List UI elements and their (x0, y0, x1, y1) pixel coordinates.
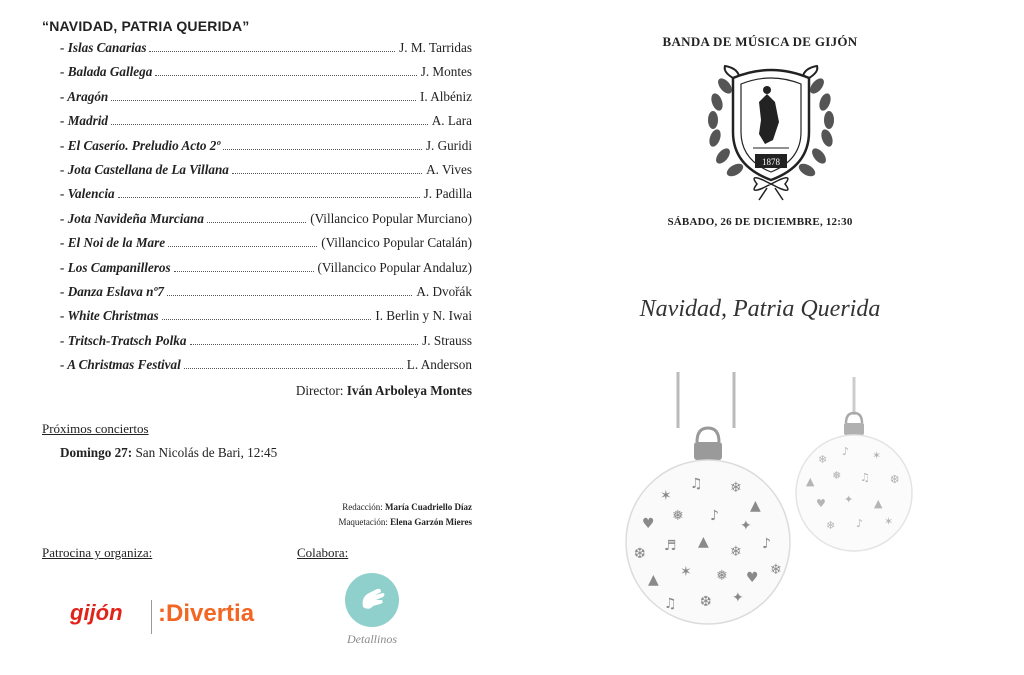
svg-text:▲: ▲ (750, 498, 761, 514)
detallinos-hand-icon (345, 573, 399, 627)
program-item (60, 235, 472, 259)
svg-text:❅: ❅ (716, 568, 728, 584)
director-line (42, 383, 472, 399)
program-item-composer: J. Montes (420, 64, 472, 80)
concert-date: SÁBADO, 26 DE DICIEMBRE, 12:30 (667, 216, 853, 228)
svg-text:✶: ✶ (884, 515, 894, 528)
svg-text:♪: ♪ (710, 508, 719, 524)
svg-text:♪: ♪ (842, 445, 850, 458)
dot-leader (149, 51, 395, 52)
program-item-composer: (Villancico Popular Catalán) (321, 235, 472, 251)
dot-leader (174, 271, 314, 272)
svg-text:❄: ❄ (818, 453, 828, 466)
dot-leader (168, 246, 317, 247)
program-item (60, 138, 472, 162)
program-item (60, 284, 472, 308)
program-item-composer: J. Padilla (423, 186, 472, 202)
dot-leader (155, 75, 416, 76)
program-item-title: - Islas Canarias (60, 40, 147, 55)
program-item-composer: (Villancico Popular Murciano) (310, 210, 472, 226)
svg-text:▲: ▲ (698, 534, 709, 550)
program-item-composer: (Villancico Popular Andaluz) (317, 259, 472, 275)
program-item-title: - A Christmas Festival (60, 357, 181, 373)
director-name: Iván Arboleya Montes (346, 383, 472, 399)
dot-leader (118, 197, 420, 198)
svg-text:❅: ❅ (832, 469, 842, 482)
christmas-ornament-small (790, 375, 920, 555)
svg-text:❅: ❅ (672, 508, 684, 524)
colabora-label: Colabora: (297, 545, 349, 560)
program-item-composer: A. Dvořák (416, 283, 472, 299)
dot-leader (162, 319, 372, 320)
credits (42, 500, 472, 530)
program-item (60, 113, 472, 137)
program-item-title: - Jota Navideña Murciana (60, 210, 204, 226)
upcoming-concerts-label: Próximos conciertos (42, 421, 149, 437)
svg-text:✶: ✶ (660, 488, 672, 504)
program-item-composer: J. Strauss (422, 332, 472, 348)
svg-text:♥: ♥ (816, 497, 826, 510)
svg-text:❆: ❆ (634, 546, 646, 562)
svg-text:❄: ❄ (770, 562, 782, 578)
dot-leader (207, 222, 306, 223)
concert-title: Navidad, Patria Querida (639, 296, 881, 322)
dot-leader (190, 344, 419, 345)
christmas-ornament-large (620, 370, 800, 630)
program-item-composer: I. Albéniz (419, 88, 472, 104)
program-item-composer: L. Anderson (406, 357, 472, 373)
svg-text:♪: ♪ (762, 536, 771, 552)
program-item-title: - Los Campanilleros (60, 259, 171, 275)
program-item-composer: I. Berlin y N. Iwai (375, 308, 472, 324)
program-item-title: - Madrid (60, 113, 108, 129)
program-item-title: - Danza Eslava nº7 (60, 283, 164, 299)
credit-maquetacion-label: Maquetación: (338, 517, 391, 527)
credit-redaccion-label: Redacción: (342, 502, 385, 512)
program-item-composer: A. Lara (431, 113, 472, 129)
svg-text:♥: ♥ (746, 570, 759, 586)
dot-leader (232, 173, 422, 174)
svg-text:✶: ✶ (872, 449, 882, 462)
program-item (60, 333, 472, 357)
program-item (60, 211, 472, 235)
svg-text:▲: ▲ (806, 475, 815, 488)
upcoming-concert (60, 445, 472, 461)
program-list (42, 40, 472, 381)
credit-redaccion (42, 500, 472, 515)
program-item-title: - Valencia (60, 186, 115, 202)
svg-text:♥: ♥ (642, 516, 655, 532)
detallinos-logo-text: Detallinos (347, 632, 397, 646)
program-panel (42, 14, 472, 527)
svg-text:❄: ❄ (826, 519, 836, 532)
svg-text:✦: ✦ (844, 493, 854, 506)
dot-leader (184, 368, 403, 369)
svg-text:❄: ❄ (730, 544, 742, 560)
program-item-title: - El Caserío. Preludio Acto 2º (60, 137, 221, 153)
director-label: Director: (295, 383, 347, 399)
dot-leader (111, 124, 428, 125)
credit-maquetacion (42, 515, 472, 530)
logo-separator (151, 600, 152, 634)
patrocina-label: Patrocina y organiza: (42, 545, 153, 560)
program-item (60, 260, 472, 284)
dot-leader (223, 149, 422, 150)
program-heading: “NAVIDAD, PATRIA QUERIDA” (42, 18, 250, 34)
program-item-composer: J. M. Tarridas (399, 40, 472, 55)
program-item-title: - White Christmas (60, 308, 159, 324)
program-item (60, 40, 472, 64)
svg-text:❆: ❆ (890, 473, 900, 486)
program-item (60, 162, 472, 186)
band-crest-emblem (703, 62, 839, 202)
program-item-composer: J. Guridi (425, 137, 472, 153)
svg-text:♬: ♬ (664, 538, 677, 554)
svg-text:♫: ♫ (664, 596, 677, 612)
program-item (60, 308, 472, 332)
credit-maquetacion-name: Elena Garzón Mieres (390, 517, 472, 527)
credit-redaccion-name: María Cuadriello Díaz (385, 502, 472, 512)
svg-text:♫: ♫ (860, 471, 870, 484)
svg-text:♪: ♪ (856, 517, 864, 530)
svg-text:▲: ▲ (648, 572, 659, 588)
detallinos-logo-circle (345, 573, 399, 627)
band-name: BANDA DE MÚSICA DE GIJÓN (662, 34, 858, 49)
dot-leader (111, 100, 416, 101)
program-item-title: - Balada Gallega (60, 64, 153, 80)
divertia-logo: :Divertia (158, 600, 255, 627)
upcoming-concert-day: Domingo 27: (60, 445, 133, 461)
dot-leader (167, 295, 412, 296)
program-item (60, 64, 472, 88)
program-item-title: - El Noi de la Mare (60, 235, 166, 251)
program-item (60, 89, 472, 113)
svg-text:❆: ❆ (700, 594, 712, 610)
program-item-title: - Jota Castellana de La Villana (60, 161, 229, 177)
svg-text:✦: ✦ (740, 518, 752, 534)
program-item-title: - Tritsch-Tratsch Polka (60, 332, 187, 348)
upcoming-concert-detail: San Nicolás de Bari, 12:45 (132, 445, 278, 461)
svg-text:▲: ▲ (874, 497, 883, 510)
program-item (60, 186, 472, 210)
svg-text:♫: ♫ (690, 476, 703, 492)
gijon-logo: gijón (70, 600, 123, 625)
program-item-title: - Aragón (60, 88, 109, 104)
program-item (60, 357, 472, 381)
svg-text:✦: ✦ (732, 590, 744, 606)
svg-text:✶: ✶ (680, 564, 692, 580)
svg-text:❄: ❄ (730, 480, 742, 496)
crest-year: 1878 (762, 157, 780, 167)
program-item-composer: A. Vives (426, 161, 472, 177)
